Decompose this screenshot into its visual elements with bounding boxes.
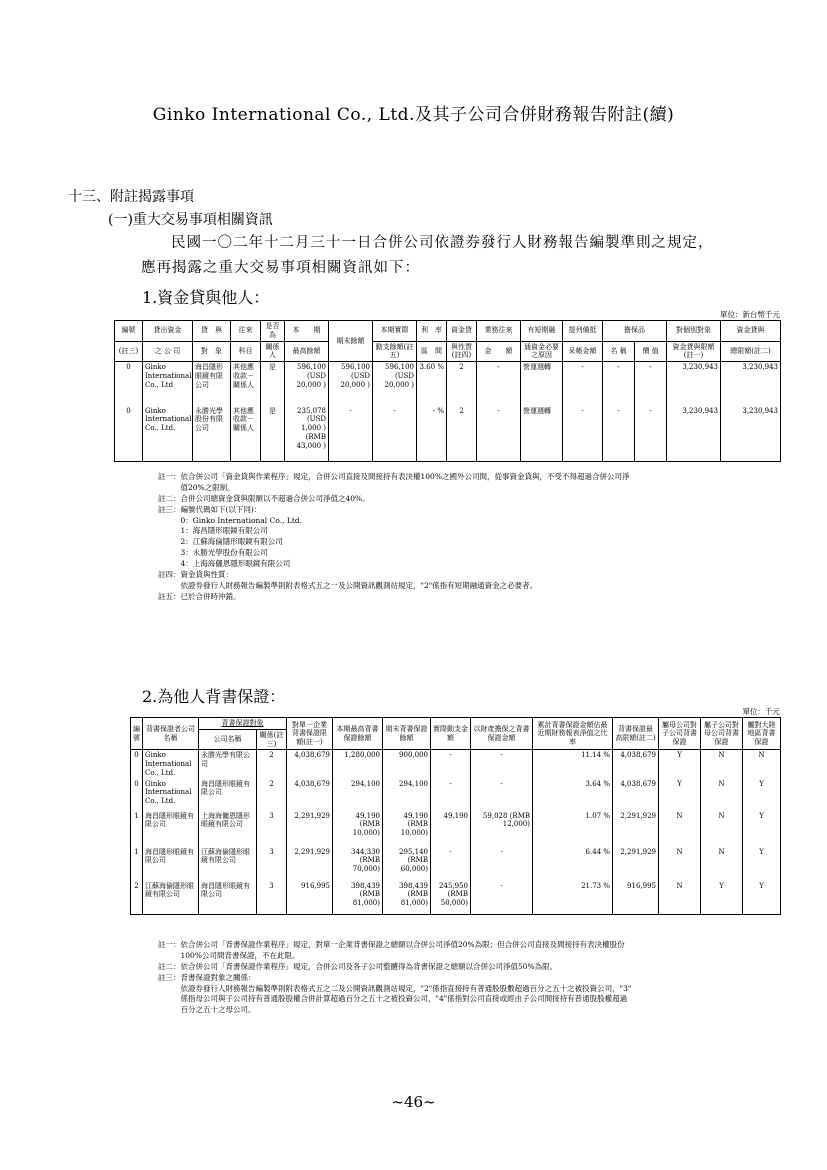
loans-heading: 1.資金貸與他人： xyxy=(142,288,270,307)
loans-header-cell: (註三) xyxy=(115,341,143,362)
table-cell: - % xyxy=(417,406,447,462)
note-line: 100%公司間背書保證，不在此限。 xyxy=(158,950,300,960)
loans-header-cell: 往來 xyxy=(231,321,261,342)
table-cell: N xyxy=(701,779,743,811)
table-row xyxy=(115,406,781,462)
guarantees-header-cell: 背書保證最高限額(註二) xyxy=(613,718,659,750)
table-cell: 0 xyxy=(115,406,143,462)
table-cell: 344,330 (RMB 70,000) xyxy=(333,847,383,881)
guarantees-header-cell: 公司名稱 xyxy=(199,729,257,750)
table-cell: 294,100 xyxy=(383,779,431,811)
loans-header-cell: 貸 與 xyxy=(193,321,231,342)
table-cell: - xyxy=(603,406,635,462)
section-heading: 十三、附註揭露事項 xyxy=(68,189,194,205)
table-row xyxy=(131,811,781,847)
loans-header-cell: 本 期 xyxy=(285,321,329,342)
table-cell: N xyxy=(743,750,781,779)
table-cell: 營運週轉 xyxy=(521,406,563,462)
table-cell: N xyxy=(659,811,701,847)
table-cell: 596,100 (USD 20,000 ) xyxy=(329,362,373,406)
table-cell: 49,190 (RMB 10,000) xyxy=(383,811,431,847)
table-cell: 4,038,679 xyxy=(613,750,659,779)
guarantees-header-cell: 期末背書保證餘額 xyxy=(383,718,431,750)
table-cell: Y xyxy=(701,881,743,915)
table-cell: - xyxy=(471,881,533,915)
note-line: 註三：編號代碼如下(以下同)： xyxy=(158,504,262,514)
loans-header-cell: 利 率 xyxy=(417,321,447,342)
table-cell: 其他應收款－關係人 xyxy=(231,362,261,406)
table-cell: - xyxy=(635,406,667,462)
table-cell: 上海海儷恩隱形眼鏡有限公司 xyxy=(199,811,257,847)
loans-header-cell: 期末餘額 xyxy=(329,321,373,362)
table-cell: 2 xyxy=(447,406,477,462)
table-cell: 916,995 xyxy=(287,881,333,915)
note-line: 係指母公司與子公司持有普通股股權合併計算超過百分之五十之被投資公司，"4"係指對公司直接或經由子公司間接持有普通股股權超過 xyxy=(158,994,628,1004)
table-cell: 596,100 (USD 20,000 ) xyxy=(373,362,417,406)
table-cell: 49,190 (RMB 10,000) xyxy=(333,811,383,847)
table-cell: 江蘇海倫隱形眼鏡有限公司 xyxy=(143,881,199,915)
table-cell: - xyxy=(563,362,603,406)
guarantees-header-cell: 屬子公司對母公司背書保證 xyxy=(701,718,743,750)
table-cell: - xyxy=(471,779,533,811)
guarantees-heading: 2.為他人背書保證： xyxy=(142,687,286,706)
table-cell: 海昌隱形眼鏡有限公司 xyxy=(199,881,257,915)
table-cell: - xyxy=(431,750,471,779)
table-cell: 235,078 (USD 1,000 ) (RMB 43,000 ) xyxy=(285,406,329,462)
guarantees-header-cell: 對單一企業背書保證限額(註一) xyxy=(287,718,333,750)
table-cell: 3,230,943 xyxy=(667,362,721,406)
table-cell: 0 xyxy=(131,750,143,779)
loans-header-cell: 有短期融 xyxy=(521,321,563,342)
table-cell: - xyxy=(471,847,533,881)
table-cell: N xyxy=(701,750,743,779)
guarantees-header-cell: 關係(註三) xyxy=(257,729,287,750)
loans-header-cell: 動支餘額(註五) xyxy=(373,341,417,362)
table-cell: 2 xyxy=(257,779,287,811)
table-cell: - xyxy=(431,847,471,881)
table-cell: 2,291,929 xyxy=(287,811,333,847)
loans-header-row xyxy=(115,321,781,342)
table-cell: Y xyxy=(659,750,701,779)
note-line: 4：上海海儷恩隱形眼鏡有限公司 xyxy=(158,559,291,568)
table-cell: 2 xyxy=(131,881,143,915)
table-cell: 0 xyxy=(115,362,143,406)
table-cell: Y xyxy=(743,779,781,811)
intro-paragraph-line2: 應再揭露之重大交易事項相關資訊如下： xyxy=(141,260,420,276)
table-cell: 900,000 xyxy=(383,750,431,779)
table-row xyxy=(131,881,781,915)
table-cell: 4,038,679 xyxy=(287,779,333,811)
guarantees-header-cell: 屬母公司對子公司背書保證 xyxy=(659,718,701,750)
table-cell: 0 xyxy=(131,779,143,811)
loans-header-cell: 貸出資金 xyxy=(143,321,193,342)
table-cell: 3.60 % xyxy=(417,362,447,406)
table-cell: 永勝光學有限公司 xyxy=(199,750,257,779)
note-line: 註二：合併公司總資金貸與限額以不超過合併公司淨值之40%。 xyxy=(158,493,370,503)
loans-header-row xyxy=(115,341,781,362)
table-cell: 3,230,943 xyxy=(721,406,781,462)
note-line: 2：江蘇海倫隱形眼鏡有限公司 xyxy=(158,537,283,547)
guarantees-unit: 單位：千元 xyxy=(742,707,780,716)
table-cell: 1 xyxy=(131,847,143,881)
note-line: 註一：依合併公司「資金貸與作業程序」規定，合併公司直接及間接持有表決權100%之國外公司間，從事資金貸與，不受不得超過合併公司淨 xyxy=(158,472,630,481)
loans-header-cell: 之 公 司 xyxy=(143,341,193,362)
table-cell: 295,140 (RMB 60,000) xyxy=(383,847,431,881)
guarantees-header-cell: 以財產擔保之背書保證金額 xyxy=(471,718,533,750)
table-cell: - xyxy=(373,406,417,462)
table-cell: Ginko International Co., Ltd. xyxy=(143,406,193,462)
note-line: 0：Ginko International Co., Ltd. xyxy=(158,515,303,525)
table-cell: 1.07 % xyxy=(533,811,613,847)
table-cell: 海昌隱形眼鏡有限公司 xyxy=(199,779,257,811)
table-cell: 245,950 (RMB 50,000) xyxy=(431,881,471,915)
table-cell: 永勝光學股份有限公司 xyxy=(193,406,231,462)
table-cell: Y xyxy=(659,779,701,811)
table-cell: 營運週轉 xyxy=(521,362,563,406)
guarantees-notes xyxy=(158,940,631,1016)
loans-header-cell: 區 間 xyxy=(417,341,447,362)
table-cell: 596,100 (USD 20,000 ) xyxy=(285,362,329,406)
note-line: 註一：依合併公司「背書保證作業程序」規定，對單一企業背書保證之總額以合併公司淨值20%為限；但合併公司直接及間接持有表決權股份 xyxy=(158,940,625,949)
table-cell: 11.14 % xyxy=(533,750,613,779)
loans-header-cell: 關係人 xyxy=(261,341,285,362)
loans-header-cell: 擔保品 xyxy=(603,321,667,342)
loans-header-cell: 金 額 xyxy=(477,341,521,362)
table-cell: N xyxy=(659,881,701,915)
table-cell: - xyxy=(477,362,521,406)
table-row xyxy=(115,362,781,406)
table-cell: 江蘇海倫隱形眼鏡有限公司 xyxy=(199,847,257,881)
guarantees-table xyxy=(130,717,781,915)
table-cell: 3 xyxy=(257,847,287,881)
loans-header-cell: 總限額(註二) xyxy=(721,341,781,362)
loans-header-cell: 與性質(註四) xyxy=(447,341,477,362)
table-cell: 3 xyxy=(257,811,287,847)
loans-unit: 單位：新台幣千元 xyxy=(720,310,780,319)
note-line: 依證券發行人財務報告編製準則附表格式五之一及公開資訊觀測站規定，"2"係指有短期融通資金之必要者。 xyxy=(158,580,538,590)
table-cell: 916,995 xyxy=(613,881,659,915)
table-cell: 4,038,679 xyxy=(287,750,333,779)
table-cell: 59,028 (RMB 12,000) xyxy=(471,811,533,847)
guarantees-header-cell: 背書保證者公司名稱 xyxy=(143,718,199,750)
loans-header-cell: 提列備抵 xyxy=(563,321,603,342)
table-cell: - xyxy=(329,406,373,462)
table-cell: 是 xyxy=(261,406,285,462)
table-cell: 21.73 % xyxy=(533,881,613,915)
table-cell: 398,439 (RMB 81,000) xyxy=(383,881,431,915)
note-line: 3：永勝光學股份有限公司 xyxy=(158,548,268,558)
table-cell: 3,230,943 xyxy=(721,362,781,406)
table-cell: - xyxy=(563,406,603,462)
note-line: 註二：依合併公司「背書保證作業程序」規定，合併公司及各子公司整體得為背書保證之總額以合併公司淨值50%為限。 xyxy=(158,961,558,971)
loans-header-cell: 本期實際 xyxy=(373,321,417,342)
table-cell: N xyxy=(701,847,743,881)
guarantees-header-row xyxy=(131,718,781,730)
table-cell: Y xyxy=(743,811,781,847)
table-cell: 4,038,679 xyxy=(613,779,659,811)
loans-notes xyxy=(158,472,629,603)
table-cell: 2 xyxy=(447,362,477,406)
guarantees-header-cell: 實際動支金額 xyxy=(431,718,471,750)
table-cell: 其他應收款－關係人 xyxy=(231,406,261,462)
table-cell: 3 xyxy=(257,881,287,915)
guarantees-header-group: 背書保證對象 xyxy=(199,718,287,730)
loans-header-cell: 通資金必要之原因 xyxy=(521,341,563,362)
subsection-heading: (一)重大交易事項相關資訊 xyxy=(108,212,273,228)
loans-header-cell: 資金貸與限額(註一) xyxy=(667,341,721,362)
loans-header-cell: 是否為 xyxy=(261,321,285,342)
loans-header-cell: 編號 xyxy=(115,321,143,342)
table-cell: 1 xyxy=(131,811,143,847)
table-cell: 6.44 % xyxy=(533,847,613,881)
table-cell: 2 xyxy=(257,750,287,779)
table-cell: - xyxy=(635,362,667,406)
note-line: 註三：背書保證對象之關係： xyxy=(158,972,256,982)
guarantees-header-cell: 屬對大陸地區背書保證 xyxy=(743,718,781,750)
table-cell: 2,291,929 xyxy=(287,847,333,881)
table-cell: 398,439 (RMB 81,000) xyxy=(333,881,383,915)
table-cell: - xyxy=(431,779,471,811)
loans-header-cell: 呆帳金額 xyxy=(563,341,603,362)
guarantees-header-cell: 累計背書保證金額佔最近期財務報表淨值之比率 xyxy=(533,718,613,750)
table-cell: 海昌隱形眼鏡有限公司 xyxy=(143,847,199,881)
note-line: 值20%之限制。 xyxy=(158,482,235,492)
table-cell: 1,280,000 xyxy=(333,750,383,779)
table-cell: 3.64 % xyxy=(533,779,613,811)
loans-header-cell: 資金貸 xyxy=(447,321,477,342)
table-row xyxy=(131,750,781,779)
guarantees-header-cell: 本期最高背書保證餘額 xyxy=(333,718,383,750)
loans-header-cell: 業務往來 xyxy=(477,321,521,342)
intro-paragraph-line1: 民國一〇二年十二月三十一日合併公司依證券發行人財務報告編製準則之規定， xyxy=(171,235,714,251)
table-cell: Y xyxy=(743,847,781,881)
table-cell: 海昌隱形眼鏡有限公司 xyxy=(193,362,231,406)
table-cell: Y xyxy=(743,881,781,915)
table-cell: 49,190 xyxy=(431,811,471,847)
table-cell: Ginko International Co., Ltd. xyxy=(143,779,199,811)
table-cell: 3,230,943 xyxy=(667,406,721,462)
loans-header-cell: 價 值 xyxy=(635,341,667,362)
table-cell: N xyxy=(701,811,743,847)
table-cell: - xyxy=(477,406,521,462)
loans-header-cell: 資金貸與 xyxy=(721,321,781,342)
table-cell: - xyxy=(471,750,533,779)
table-cell: N xyxy=(659,847,701,881)
table-cell: 2,291,929 xyxy=(613,847,659,881)
note-line: 註五：已於合併時沖銷。 xyxy=(158,591,241,601)
note-line: 註四：資金貸與性質： xyxy=(158,569,233,579)
loans-header-cell: 科目 xyxy=(231,341,261,362)
table-cell: Ginko International Co., Ltd xyxy=(143,362,193,406)
table-cell: Ginko International Co., Ltd. xyxy=(143,750,199,779)
note-line: 1：海昌隱形眼鏡有限公司 xyxy=(158,526,268,536)
page-number: ~46~ xyxy=(391,1093,436,1111)
table-row xyxy=(131,847,781,881)
guarantees-header-cell: 編號 xyxy=(131,718,143,750)
note-line: 依證券發行人財務報告編製準則附表格式五之二及公開資訊觀測站規定，"2"係指直接持有普通股股數超過百分之五十之被投資公司，"3" xyxy=(158,983,632,993)
loans-header-cell: 對 象 xyxy=(193,341,231,362)
table-cell: 海昌隱形眼鏡有限公司 xyxy=(143,811,199,847)
loans-header-cell: 名 稱 xyxy=(603,341,635,362)
loans-header-cell: 對個別對象 xyxy=(667,321,721,342)
table-cell: 是 xyxy=(261,362,285,406)
table-cell: 294,100 xyxy=(333,779,383,811)
note-line: 百分之五十之母公司。 xyxy=(158,1005,256,1015)
loans-table xyxy=(114,320,781,462)
loans-header-cell: 最高餘額 xyxy=(285,341,329,362)
table-cell: - xyxy=(603,362,635,406)
table-cell: 2,291,929 xyxy=(613,811,659,847)
table-row xyxy=(131,779,781,811)
page-title: Ginko International Co., Ltd.及其子公司合併財務報告附註(續) xyxy=(152,105,675,125)
